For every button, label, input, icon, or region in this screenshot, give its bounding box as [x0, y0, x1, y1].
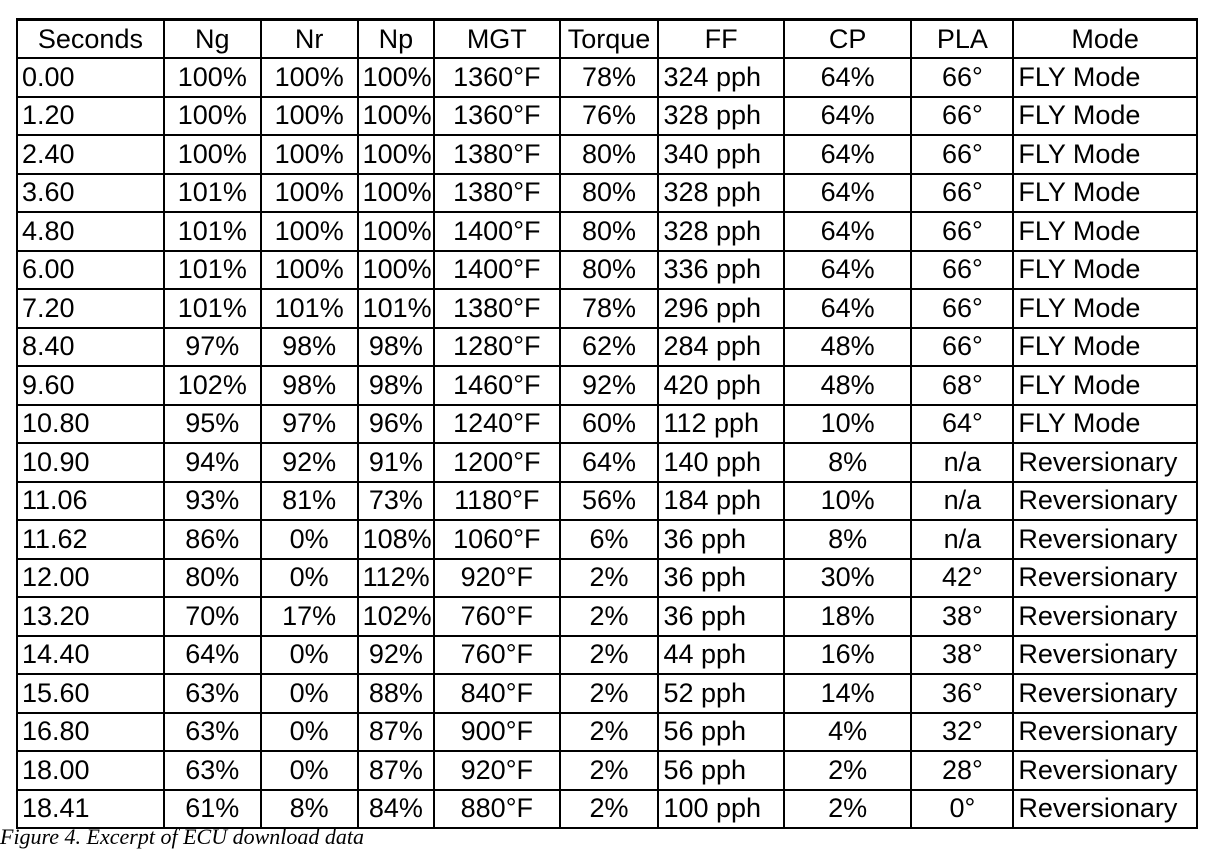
cell-ff: 36 pph [658, 559, 783, 598]
cell-np: 91% [358, 443, 434, 482]
cell-pla: 42° [911, 559, 1013, 598]
cell-np: 87% [358, 751, 434, 790]
cell-mode: FLY Mode [1013, 135, 1197, 174]
cell-mode: Reversionary [1013, 636, 1197, 675]
cell-mode: FLY Mode [1013, 251, 1197, 290]
table-body [17, 58, 1197, 828]
cell-mode: FLY Mode [1013, 289, 1197, 328]
cell-mgt: 900°F [434, 713, 559, 752]
cell-nr: 0% [261, 559, 358, 598]
table-row [17, 135, 1197, 174]
cell-cp: 30% [784, 559, 911, 598]
ecu-data-table [16, 18, 1198, 829]
cell-ff: 184 pph [658, 482, 783, 521]
cell-np: 98% [358, 366, 434, 405]
cell-torque: 2% [560, 674, 659, 713]
table-row [17, 520, 1197, 559]
cell-np: 84% [358, 790, 434, 829]
cell-nr: 100% [261, 174, 358, 213]
cell-ng: 70% [164, 597, 261, 636]
cell-np: 87% [358, 713, 434, 752]
cell-pla: 66° [911, 97, 1013, 136]
cell-mgt: 1200°F [434, 443, 559, 482]
cell-ff: 328 pph [658, 97, 783, 136]
cell-nr: 97% [261, 405, 358, 444]
cell-mgt: 1400°F [434, 212, 559, 251]
column-header-np: Np [358, 20, 434, 59]
cell-ng: 97% [164, 328, 261, 367]
cell-ff: 420 pph [658, 366, 783, 405]
cell-mode: FLY Mode [1013, 174, 1197, 213]
cell-cp: 10% [784, 482, 911, 521]
cell-seconds: 18.41 [17, 790, 164, 829]
cell-mgt: 920°F [434, 751, 559, 790]
column-header-pla: PLA [911, 20, 1013, 59]
cell-mode: Reversionary [1013, 443, 1197, 482]
cell-cp: 64% [784, 251, 911, 290]
cell-ng: 95% [164, 405, 261, 444]
cell-np: 92% [358, 636, 434, 675]
column-header-torque: Torque [560, 20, 659, 59]
cell-mode: FLY Mode [1013, 328, 1197, 367]
cell-ng: 94% [164, 443, 261, 482]
table-row [17, 597, 1197, 636]
cell-torque: 2% [560, 597, 659, 636]
cell-cp: 8% [784, 443, 911, 482]
cell-np: 100% [358, 135, 434, 174]
cell-nr: 81% [261, 482, 358, 521]
cell-mgt: 1380°F [434, 289, 559, 328]
cell-nr: 8% [261, 790, 358, 829]
cell-seconds: 9.60 [17, 366, 164, 405]
cell-torque: 56% [560, 482, 659, 521]
cell-mgt: 1360°F [434, 58, 559, 97]
cell-ng: 100% [164, 97, 261, 136]
cell-np: 73% [358, 482, 434, 521]
cell-ff: 328 pph [658, 174, 783, 213]
table-row [17, 674, 1197, 713]
cell-nr: 100% [261, 135, 358, 174]
cell-cp: 14% [784, 674, 911, 713]
cell-ff: 324 pph [658, 58, 783, 97]
cell-np: 108% [358, 520, 434, 559]
table-row [17, 443, 1197, 482]
column-header-mode: Mode [1013, 20, 1197, 59]
cell-pla: 38° [911, 597, 1013, 636]
cell-seconds: 16.80 [17, 713, 164, 752]
table-row [17, 405, 1197, 444]
cell-ff: 36 pph [658, 520, 783, 559]
cell-mode: Reversionary [1013, 713, 1197, 752]
cell-np: 100% [358, 174, 434, 213]
cell-np: 100% [358, 251, 434, 290]
cell-cp: 64% [784, 174, 911, 213]
cell-cp: 2% [784, 751, 911, 790]
column-header-ff: FF [658, 20, 783, 59]
cell-nr: 100% [261, 97, 358, 136]
cell-ff: 284 pph [658, 328, 783, 367]
cell-torque: 80% [560, 135, 659, 174]
cell-ng: 61% [164, 790, 261, 829]
cell-pla: 36° [911, 674, 1013, 713]
cell-pla: 68° [911, 366, 1013, 405]
cell-cp: 64% [784, 135, 911, 174]
cell-nr: 98% [261, 366, 358, 405]
cell-np: 100% [358, 212, 434, 251]
table-row [17, 366, 1197, 405]
cell-seconds: 4.80 [17, 212, 164, 251]
table-row [17, 328, 1197, 367]
cell-torque: 80% [560, 251, 659, 290]
cell-mode: Reversionary [1013, 790, 1197, 829]
cell-seconds: 12.00 [17, 559, 164, 598]
cell-pla: n/a [911, 482, 1013, 521]
cell-mode: Reversionary [1013, 482, 1197, 521]
cell-ff: 44 pph [658, 636, 783, 675]
cell-ff: 336 pph [658, 251, 783, 290]
cell-pla: 38° [911, 636, 1013, 675]
column-header-nr: Nr [261, 20, 358, 59]
table-row [17, 174, 1197, 213]
cell-seconds: 15.60 [17, 674, 164, 713]
table-row [17, 212, 1197, 251]
cell-pla: n/a [911, 443, 1013, 482]
cell-mode: FLY Mode [1013, 405, 1197, 444]
cell-mgt: 1240°F [434, 405, 559, 444]
cell-ff: 328 pph [658, 212, 783, 251]
cell-pla: 66° [911, 58, 1013, 97]
cell-mgt: 1380°F [434, 174, 559, 213]
cell-mode: Reversionary [1013, 751, 1197, 790]
cell-ng: 101% [164, 174, 261, 213]
cell-torque: 2% [560, 713, 659, 752]
cell-cp: 4% [784, 713, 911, 752]
cell-seconds: 11.62 [17, 520, 164, 559]
cell-np: 88% [358, 674, 434, 713]
cell-cp: 64% [784, 289, 911, 328]
cell-cp: 64% [784, 58, 911, 97]
cell-cp: 18% [784, 597, 911, 636]
cell-torque: 80% [560, 174, 659, 213]
table-row [17, 97, 1197, 136]
cell-mode: FLY Mode [1013, 212, 1197, 251]
cell-pla: 0° [911, 790, 1013, 829]
cell-ng: 102% [164, 366, 261, 405]
cell-torque: 60% [560, 405, 659, 444]
cell-pla: 28° [911, 751, 1013, 790]
table-row [17, 636, 1197, 675]
table-row [17, 289, 1197, 328]
cell-torque: 2% [560, 559, 659, 598]
table-header-row [17, 20, 1197, 59]
cell-seconds: 7.20 [17, 289, 164, 328]
cell-mgt: 1180°F [434, 482, 559, 521]
cell-ng: 63% [164, 713, 261, 752]
cell-pla: 32° [911, 713, 1013, 752]
cell-pla: 66° [911, 251, 1013, 290]
table-row [17, 58, 1197, 97]
cell-mgt: 840°F [434, 674, 559, 713]
cell-cp: 8% [784, 520, 911, 559]
cell-ff: 140 pph [658, 443, 783, 482]
cell-ng: 86% [164, 520, 261, 559]
cell-np: 96% [358, 405, 434, 444]
cell-mgt: 1400°F [434, 251, 559, 290]
cell-nr: 0% [261, 713, 358, 752]
cell-torque: 78% [560, 58, 659, 97]
cell-nr: 17% [261, 597, 358, 636]
cell-torque: 64% [560, 443, 659, 482]
cell-ff: 112 pph [658, 405, 783, 444]
cell-mode: Reversionary [1013, 520, 1197, 559]
cell-nr: 92% [261, 443, 358, 482]
cell-ng: 64% [164, 636, 261, 675]
cell-pla: 64° [911, 405, 1013, 444]
cell-nr: 100% [261, 251, 358, 290]
cell-np: 101% [358, 289, 434, 328]
cell-ng: 100% [164, 135, 261, 174]
cell-nr: 0% [261, 636, 358, 675]
cell-cp: 10% [784, 405, 911, 444]
cell-np: 100% [358, 97, 434, 136]
cell-nr: 101% [261, 289, 358, 328]
cell-torque: 78% [560, 289, 659, 328]
cell-torque: 92% [560, 366, 659, 405]
cell-cp: 64% [784, 212, 911, 251]
cell-mgt: 760°F [434, 597, 559, 636]
table-row [17, 713, 1197, 752]
cell-seconds: 0.00 [17, 58, 164, 97]
cell-mgt: 1280°F [434, 328, 559, 367]
column-header-ng: Ng [164, 20, 261, 59]
cell-cp: 2% [784, 790, 911, 829]
column-header-cp: CP [784, 20, 911, 59]
cell-mgt: 920°F [434, 559, 559, 598]
cell-nr: 98% [261, 328, 358, 367]
cell-ng: 63% [164, 751, 261, 790]
cell-seconds: 8.40 [17, 328, 164, 367]
cell-mgt: 880°F [434, 790, 559, 829]
cell-nr: 100% [261, 58, 358, 97]
cell-torque: 76% [560, 97, 659, 136]
column-header-mgt: MGT [434, 20, 559, 59]
cell-seconds: 10.90 [17, 443, 164, 482]
cell-mode: FLY Mode [1013, 97, 1197, 136]
cell-mode: Reversionary [1013, 559, 1197, 598]
cell-torque: 2% [560, 790, 659, 829]
figure-caption: Figure 4. Excerpt of ECU download data [0, 824, 364, 849]
cell-nr: 0% [261, 751, 358, 790]
cell-seconds: 2.40 [17, 135, 164, 174]
cell-torque: 2% [560, 751, 659, 790]
cell-pla: 66° [911, 135, 1013, 174]
cell-ff: 56 pph [658, 713, 783, 752]
cell-pla: 66° [911, 212, 1013, 251]
cell-ff: 36 pph [658, 597, 783, 636]
cell-nr: 0% [261, 674, 358, 713]
cell-cp: 48% [784, 328, 911, 367]
table-row [17, 251, 1197, 290]
cell-ng: 101% [164, 289, 261, 328]
cell-mode: Reversionary [1013, 674, 1197, 713]
cell-mode: FLY Mode [1013, 366, 1197, 405]
cell-seconds: 1.20 [17, 97, 164, 136]
cell-ng: 101% [164, 212, 261, 251]
cell-ng: 63% [164, 674, 261, 713]
cell-torque: 80% [560, 212, 659, 251]
cell-np: 98% [358, 328, 434, 367]
data-table-container [16, 18, 1198, 829]
cell-ff: 340 pph [658, 135, 783, 174]
cell-torque: 62% [560, 328, 659, 367]
cell-pla: 66° [911, 328, 1013, 367]
cell-seconds: 6.00 [17, 251, 164, 290]
cell-seconds: 11.06 [17, 482, 164, 521]
column-header-seconds: Seconds [17, 20, 164, 59]
cell-cp: 16% [784, 636, 911, 675]
cell-mgt: 1060°F [434, 520, 559, 559]
cell-cp: 64% [784, 97, 911, 136]
cell-seconds: 10.80 [17, 405, 164, 444]
cell-mgt: 1360°F [434, 97, 559, 136]
table-row [17, 790, 1197, 829]
cell-seconds: 13.20 [17, 597, 164, 636]
cell-seconds: 18.00 [17, 751, 164, 790]
cell-mode: FLY Mode [1013, 58, 1197, 97]
cell-ng: 93% [164, 482, 261, 521]
cell-np: 112% [358, 559, 434, 598]
cell-ng: 80% [164, 559, 261, 598]
cell-nr: 0% [261, 520, 358, 559]
cell-mode: Reversionary [1013, 597, 1197, 636]
cell-torque: 2% [560, 636, 659, 675]
cell-torque: 6% [560, 520, 659, 559]
cell-seconds: 3.60 [17, 174, 164, 213]
cell-seconds: 14.40 [17, 636, 164, 675]
cell-pla: n/a [911, 520, 1013, 559]
cell-ff: 56 pph [658, 751, 783, 790]
cell-mgt: 760°F [434, 636, 559, 675]
cell-ff: 52 pph [658, 674, 783, 713]
table-row [17, 482, 1197, 521]
cell-ng: 100% [164, 58, 261, 97]
cell-mgt: 1380°F [434, 135, 559, 174]
cell-np: 100% [358, 58, 434, 97]
cell-mgt: 1460°F [434, 366, 559, 405]
cell-ff: 296 pph [658, 289, 783, 328]
cell-np: 102% [358, 597, 434, 636]
table-row [17, 559, 1197, 598]
cell-cp: 48% [784, 366, 911, 405]
cell-ff: 100 pph [658, 790, 783, 829]
cell-ng: 101% [164, 251, 261, 290]
table-row [17, 751, 1197, 790]
cell-nr: 100% [261, 212, 358, 251]
cell-pla: 66° [911, 174, 1013, 213]
cell-pla: 66° [911, 289, 1013, 328]
